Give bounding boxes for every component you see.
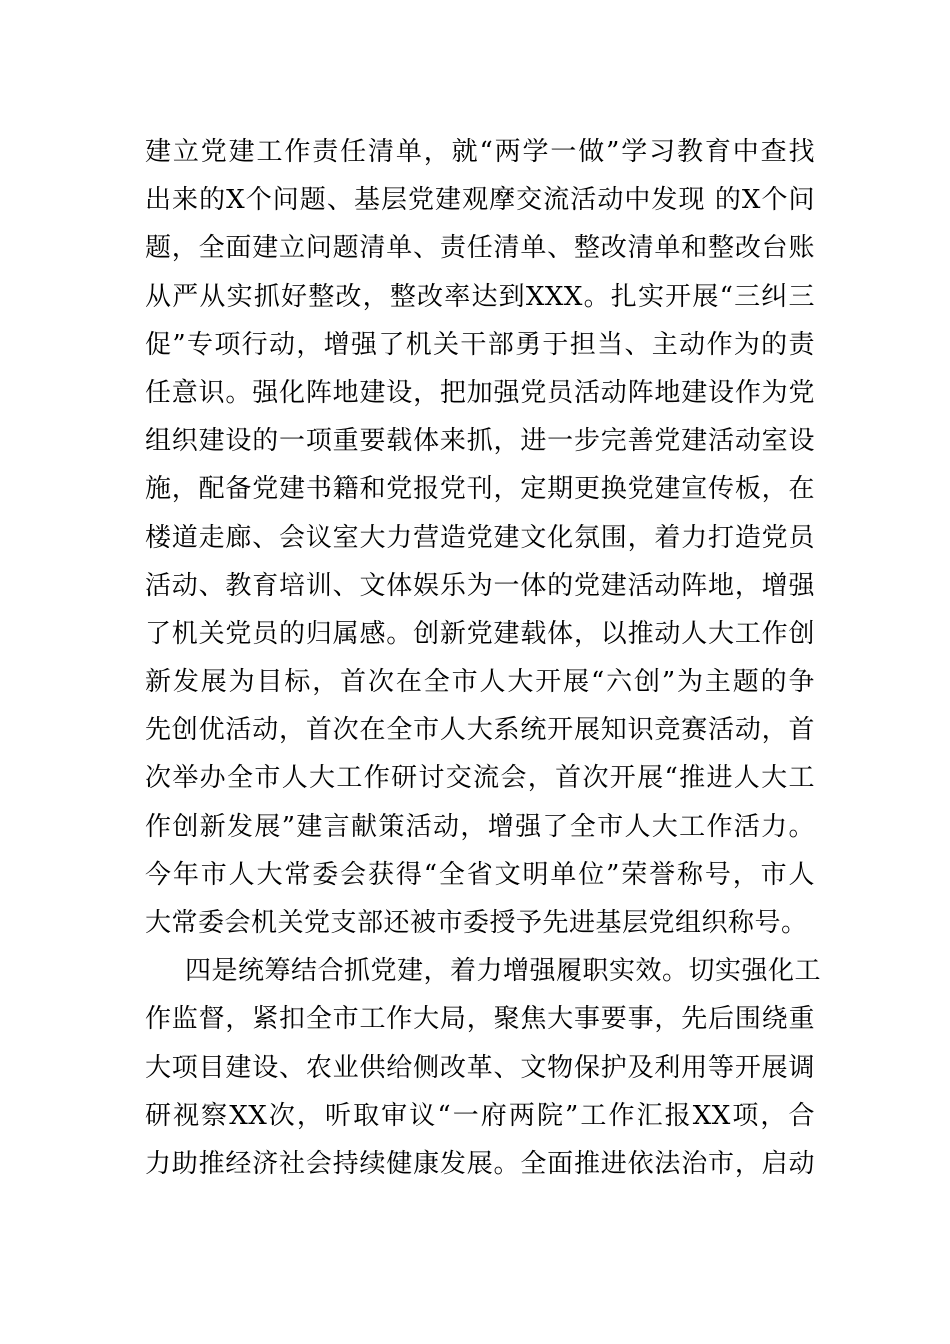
text-line-16: 今年市人大常委会获得“全省文明单位”荣誉称号，市人 bbox=[145, 859, 815, 890]
text-line-22: 力助推经济社会持续健康发展。全面推进依法治市，启动 bbox=[145, 1148, 815, 1179]
text-line-10: 活动、教育培训、文体娱乐为一体的党建活动阵地，增强 bbox=[145, 570, 815, 601]
text-line-15: 作创新发展”建言献策活动，增强了全市人大工作活力。 bbox=[145, 811, 815, 842]
text-line-19: 作监督，紧扣全市工作大局，聚焦大事要事，先后围绕重 bbox=[145, 1004, 815, 1035]
text-line-11: 了机关党员的归属感。创新党建载体，以推动人大工作创 bbox=[145, 618, 815, 649]
body-text bbox=[145, 128, 822, 1188]
text-line-13: 先创优活动，首次在全市人大系统开展知识竞赛活动，首 bbox=[145, 715, 815, 746]
text-line-17: 大常委会机关党支部还被市委授予先进基层党组织称号。 bbox=[145, 908, 808, 938]
text-line-9: 楼道走廊、会议室大力营造党建文化氛围，着力打造党员 bbox=[145, 522, 815, 553]
text-line-6: 任意识。强化阵地建设，把加强党员活动阵地建设作为党 bbox=[145, 377, 815, 408]
text-line-20: 大项目建设、农业供给侧改革、文物保护及利用等开展调 bbox=[145, 1052, 815, 1083]
text-line-12: 新发展为目标，首次在全市人大开展“六创”为主题的争 bbox=[145, 667, 815, 698]
text-line-7: 组织建设的一项重要载体来抓，进一步完善党建活动室设 bbox=[145, 426, 815, 457]
text-line-4: 从严从实抓好整改，整改率达到XXX。扎实开展“三纠三 bbox=[145, 281, 815, 312]
text-line-2: 出来的X个问题、基层党建观摩交流活动中发现 的X个问 bbox=[145, 185, 815, 216]
text-line-8: 施，配备党建书籍和党报党刊，定期更换党建宣传板，在 bbox=[145, 474, 815, 505]
text-line-5: 促”专项行动，增强了机关干部勇于担当、主动作为的责 bbox=[145, 329, 815, 360]
text-line-21: 研视察XX次，听取审议“一府两院”工作汇报XX项，合 bbox=[145, 1100, 815, 1131]
text-line-1: 建立党建工作责任清单，就“两学一做”学习教育中查找 bbox=[145, 137, 815, 167]
text-line-18: 四是统筹结合抓党建，着力增强履职实效。切实强化工 bbox=[185, 956, 822, 987]
text-line-3: 题，全面建立问题清单、责任清单、整改清单和整改台账 bbox=[145, 233, 815, 264]
text-line-14: 次举办全市人大工作研讨交流会，首次开展“推进人大工 bbox=[145, 763, 815, 794]
